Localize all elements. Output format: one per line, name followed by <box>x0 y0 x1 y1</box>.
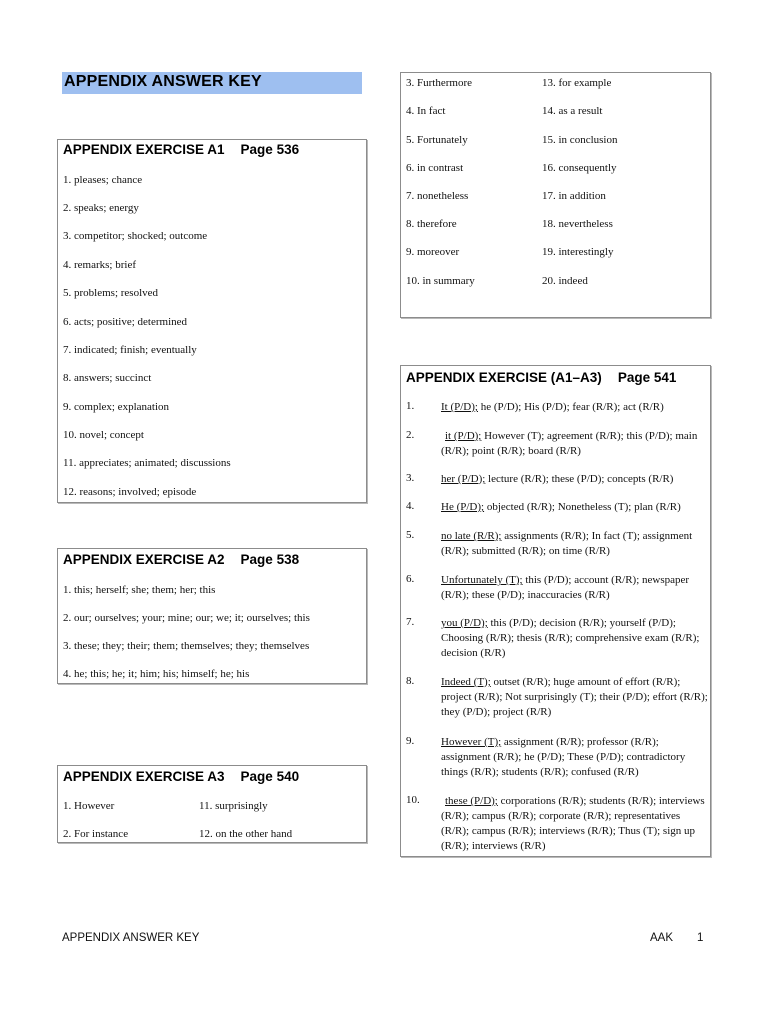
answer-rest: he (P/D); His (P/D); fear (R/R); act (R/R) <box>477 401 664 413</box>
answer-left: 7. nonetheless <box>406 190 469 202</box>
item-number: 2. <box>406 429 415 441</box>
exercise-a2-box <box>57 548 367 684</box>
answer-right: 15. in conclusion <box>542 134 618 146</box>
answer-rest: corporations (R/R); students (R/R); interviews (R/R); campus (R/R); corporate (R/R); representatives (R/R); campus (R/R); interviews (R/R); Thus (T); sign up (R/R); interviews (R/R) <box>441 795 705 852</box>
exercise-a1-a3-page: Page 541 <box>617 370 677 385</box>
answer-text <box>441 794 709 854</box>
answer-rest: objected (R/R); Nonetheless (T); plan (R/R) <box>484 501 681 513</box>
underlined-answer: He (P/D); <box>441 501 485 513</box>
exercise-a3-heading <box>63 769 299 784</box>
answer-line: 1. this; herself; she; them; her; this <box>63 584 216 596</box>
answer-right: 17. in addition <box>542 190 606 202</box>
answer-text <box>441 472 709 487</box>
answer-right: 20. indeed <box>542 275 588 287</box>
exercise-a1-title: APPENDIX EXERCISE A1 <box>63 142 225 157</box>
item-number: 6. <box>406 573 415 585</box>
footer-page-number: 1 <box>697 932 704 944</box>
answer-line: 6. acts; positive; determined <box>63 316 188 328</box>
answer-left: 2. For instance <box>63 828 129 840</box>
item-number: 1. <box>406 400 415 412</box>
exercise-a1-heading <box>63 142 299 157</box>
answer-right: 12. on the other hand <box>199 828 293 840</box>
answer-text <box>441 616 709 661</box>
exercise-a1-page: Page 536 <box>240 142 300 157</box>
title-bar <box>62 72 362 94</box>
answer-line: 3. these; they; their; them; themselves; they; themselves <box>63 640 310 652</box>
exercise-a1-a3-title: APPENDIX EXERCISE (A1–A3) <box>406 370 602 385</box>
underlined-answer: her (P/D); <box>441 473 486 485</box>
answer-left: 4. In fact <box>406 105 446 117</box>
answer-rest: assignment (R/R); professor (R/R); assignment (R/R); he (P/D); These (P/D); contradictory things (R/R); students (R/R); confused (R/R) <box>441 736 686 778</box>
answer-line: 5. problems; resolved <box>63 287 159 299</box>
underlined-answer: Unfortunately (T); <box>441 574 523 586</box>
answer-line: 1. pleases; chance <box>63 174 143 186</box>
answer-text <box>441 735 709 780</box>
answer-text <box>441 400 709 415</box>
underlined-answer: these (P/D); <box>445 795 498 807</box>
exercise-a1-box <box>57 139 367 503</box>
answer-rest: lecture (R/R); these (P/D); concepts (R/R) <box>485 473 674 485</box>
answer-left: 8. therefore <box>406 218 457 230</box>
answer-right: 19. interestingly <box>542 246 614 258</box>
exercise-a3-continued-box <box>400 72 711 318</box>
exercise-a3-title: APPENDIX EXERCISE A3 <box>63 769 225 784</box>
underlined-answer: you (P/D); <box>441 617 488 629</box>
underlined-answer: Indeed (T); <box>441 676 491 688</box>
exercise-a3-page: Page 540 <box>240 769 300 784</box>
answer-left: 6. in contrast <box>406 162 464 174</box>
answer-rest: this (P/D); decision (R/R); yourself (P/D); Choosing (R/R); thesis (R/R); comprehensive exam (R/R); decision (R/R) <box>441 617 700 659</box>
exercise-a2-heading <box>63 552 299 567</box>
exercise-a1-a3-box <box>400 365 711 857</box>
answer-rest: outset (R/R); huge amount of effort (R/R); project (R/R); Not surprisingly (T); their (P/D); effort (R/R); they (P/D); project (R/R) <box>441 676 708 718</box>
answer-text <box>441 429 709 459</box>
item-number: 4. <box>406 500 415 512</box>
underlined-answer: it (P/D); <box>445 430 482 442</box>
answer-right: 13. for example <box>542 77 612 89</box>
answer-text <box>441 529 709 559</box>
answer-line: 9. complex; explanation <box>63 401 169 413</box>
answer-rest: assignments (R/R); In fact (T); assignment (R/R); submitted (R/R); on time (R/R) <box>441 530 693 557</box>
answer-text <box>441 500 709 515</box>
answer-line: 4. remarks; brief <box>63 259 136 271</box>
answer-line: 3. competitor; shocked; outcome <box>63 230 208 242</box>
answer-left: 3. Furthermore <box>406 77 472 89</box>
footer-title: APPENDIX ANSWER KEY <box>62 932 200 944</box>
item-number: 5. <box>406 529 415 541</box>
answer-right: 16. consequently <box>542 162 617 174</box>
answer-line: 7. indicated; finish; eventually <box>63 344 197 356</box>
answer-rest: this (P/D); account (R/R); newspaper (R/R); these (P/D); inaccuracies (R/R) <box>441 574 690 601</box>
underlined-answer: It (P/D); <box>441 401 478 413</box>
answer-text <box>441 573 709 603</box>
answer-left: 1. However <box>63 800 115 812</box>
item-number: 7. <box>406 616 415 628</box>
answer-line: 4. he; this; he; it; him; his; himself; he; his <box>63 668 250 680</box>
answer-line: 8. answers; succinct <box>63 372 152 384</box>
answer-left: 5. Fortunately <box>406 134 468 146</box>
answer-right: 18. nevertheless <box>542 218 613 230</box>
answer-right: 11. surprisingly <box>199 800 268 812</box>
answer-right: 14. as a result <box>542 105 603 117</box>
answer-rest: However (T); agreement (R/R); this (P/D); main (R/R); point (R/R); board (R/R) <box>441 430 698 457</box>
answer-line: 11. appreciates; animated; discussions <box>63 457 231 469</box>
exercise-a3-box <box>57 765 367 843</box>
underlined-answer: no late (R/R); <box>441 530 502 542</box>
exercise-a2-title: APPENDIX EXERCISE A2 <box>63 552 225 567</box>
page-title: APPENDIX ANSWER KEY <box>64 73 262 90</box>
answer-line: 2. our; ourselves; your; mine; our; we; it; ourselves; this <box>63 612 310 624</box>
exercise-a2-page: Page 538 <box>240 552 300 567</box>
item-number: 10. <box>406 794 420 806</box>
answer-left: 10. in summary <box>406 275 475 287</box>
answer-line: 10. novel; concept <box>63 429 144 441</box>
item-number: 9. <box>406 735 415 747</box>
answer-line: 2. speaks; energy <box>63 202 139 214</box>
answer-text <box>441 675 709 720</box>
underlined-answer: However (T); <box>441 736 502 748</box>
item-number: 8. <box>406 675 415 687</box>
answer-left: 9. moreover <box>406 246 460 258</box>
footer-code: AAK <box>650 932 674 944</box>
answer-line: 12. reasons; involved; episode <box>63 486 197 498</box>
item-number: 3. <box>406 472 415 484</box>
exercise-a1-a3-heading <box>406 370 676 385</box>
